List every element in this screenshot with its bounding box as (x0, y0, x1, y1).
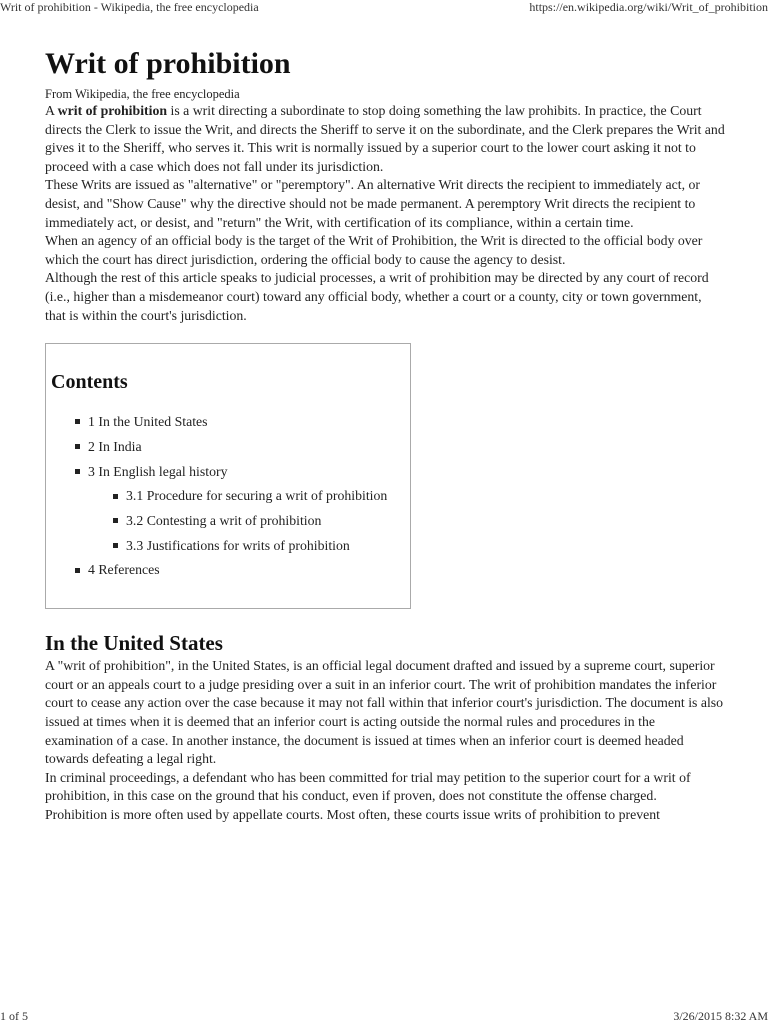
article-paragraph: These Writs are issued as "alternative" or "peremptory". An alternative Writ directs the recipient to immediately act, or desist, and "Show Cause" why the directive should not be made permanent. A peremptory Writ directs the recipient to immediately act, or desist, and "return" the Writ, with certification of its compliance, within a certain time. (45, 177, 700, 230)
toc-item-english-legal-history[interactable] (51, 460, 410, 485)
section-paragraph: Prohibition is more often used by appellate courts. Most often, these courts issue writs of prohibition to prevent (45, 806, 661, 822)
toc-item-references[interactable] (51, 558, 410, 583)
toc-item-label: 1 In the United States (88, 414, 208, 430)
bullet-icon (113, 494, 118, 499)
section-paragraph: A "writ of prohibition", in the United States, is an official legal document drafted and issued by a supreme court, superior court or an appeals court to a judge presiding over a suit in an inferior court. The writ of prohibition mandates the inferior court to cease any action over the case because it may not fall within that inferior court's jurisdiction. The document is also issued at times when it is deemed that an inferior court is acting outside the normal rules and procedures in the examination of a case. In another instance, the document is issued at times when an inferior court is deemed headed towards defeating a legal right. (45, 658, 724, 767)
bullet-icon (113, 518, 118, 523)
article-paragraph: Although the rest of this article speaks to judicial processes, a writ of prohibition may be directed by any court of record (i.e., higher than a misdemeanor court) toward any official body, whether a court or a county, city or town government, that is within the court's jurisdiction. (45, 270, 709, 323)
toc-item-justifications[interactable] (51, 534, 410, 559)
toc-list (51, 410, 410, 583)
section-heading-united-states: In the United States (45, 631, 223, 656)
intro-suffix: is a writ directing a subordinate to stop doing something the law prohibits. In practice, the Court directs the Clerk to issue the Writ, and directs the Sheriff to serve it on the subordinate, and the Clerk prepares the Writ and gives it to the Sheriff, who serves it. This writ is normally issued by a superior court to the lower court asking it not to proceed with a case which does not fall under its jurisdiction. (45, 103, 725, 174)
print-footer-page: 1 of 5 (0, 1009, 28, 1023)
toc-item-united-states[interactable] (51, 410, 410, 435)
bullet-icon (75, 469, 80, 474)
article-content (45, 44, 725, 824)
intro-bold-term: writ of prohibition (57, 103, 168, 118)
toc-item-contesting[interactable] (51, 509, 410, 534)
section-paragraph: In criminal proceedings, a defendant who has been committed for trial may petition to the superior court for a writ of prohibition, in this case on the ground that his conduct, even if proven, does not constitute the offense charged. (45, 769, 691, 804)
bullet-icon (75, 444, 80, 449)
toc-item-label: 3.3 Justifications for writs of prohibition (126, 537, 350, 553)
toc-item-label: 4 References (88, 562, 160, 578)
intro-prefix: A (45, 103, 58, 118)
intro-paragraph (45, 102, 725, 176)
bullet-icon (113, 543, 118, 548)
toc-item-india[interactable] (51, 435, 410, 460)
print-header-url: https://en.wikipedia.org/wiki/Writ_of_prohibition (529, 0, 768, 14)
print-footer-datetime: 3/26/2015 8:32 AM (673, 1009, 768, 1023)
bullet-icon (75, 419, 80, 424)
page-title: Writ of prohibition (45, 47, 291, 80)
toc-item-label: 3.2 Contesting a writ of prohibition (126, 512, 322, 528)
toc-title: Contents (51, 371, 128, 394)
article-paragraph: When an agency of an official body is the target of the Writ of Prohibition, the Writ is directed to the official body over which the court has direct jurisdiction, ordering the official body to cause the agency to desist. (45, 233, 703, 267)
print-header-title: Writ of prohibition - Wikipedia, the free encyclopedia (0, 0, 259, 14)
toc-item-label: 3 In English legal history (88, 463, 228, 479)
site-tagline: From Wikipedia, the free encyclopedia (45, 87, 240, 101)
bullet-icon (75, 568, 80, 573)
table-of-contents (45, 343, 411, 609)
toc-item-label: 2 In India (88, 438, 142, 454)
toc-item-procedure[interactable] (51, 484, 410, 509)
toc-item-label: 3.1 Procedure for securing a writ of prohibition (126, 488, 388, 504)
